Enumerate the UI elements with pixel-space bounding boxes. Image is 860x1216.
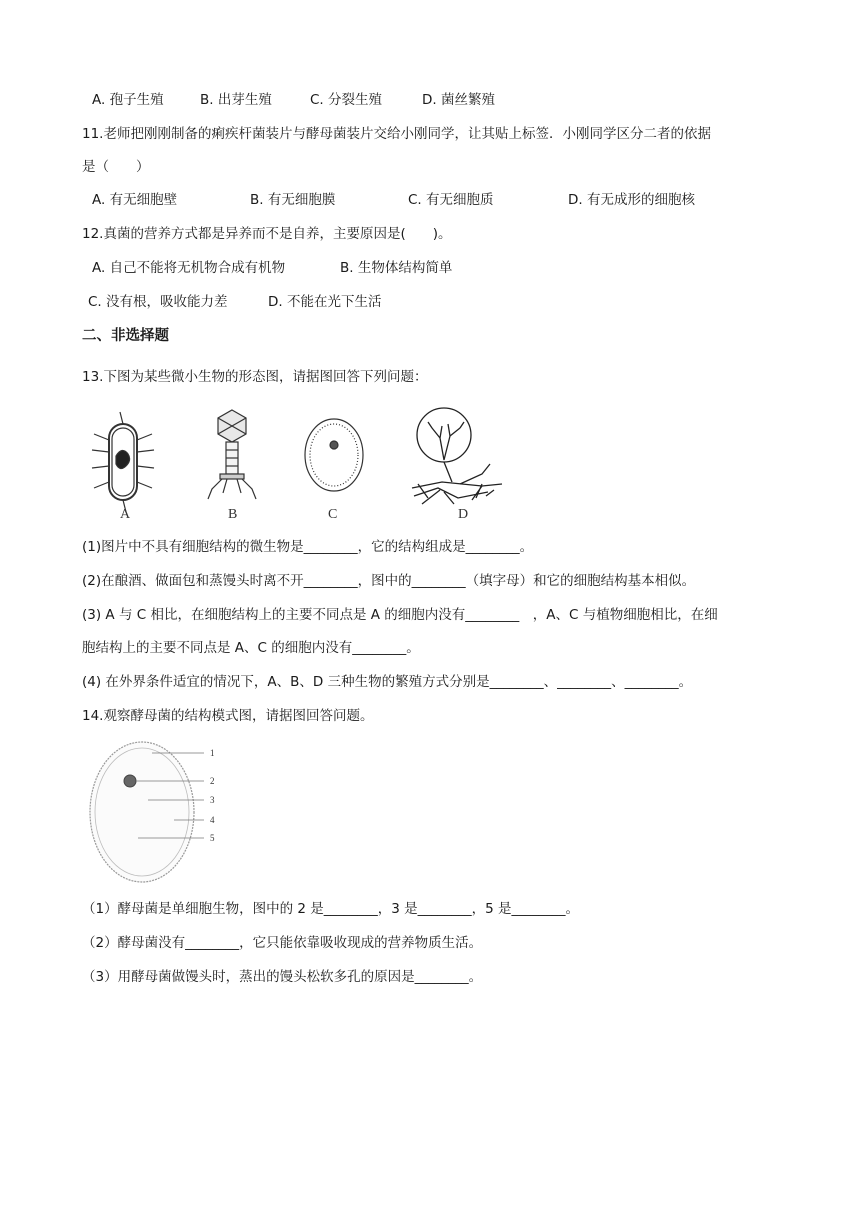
q13-stem: 13.下图为某些微小生物的形态图，请据图回答下列问题： [82, 369, 428, 385]
q11-option-d: D. 有无成形的细胞核 [568, 192, 695, 208]
q13-subquestion-4: (4) 在外界条件适宜的情况下，A、B、D 三种生物的繁殖方式分别是________、________、________。 [82, 674, 693, 690]
virus-drawing [208, 410, 256, 499]
q13-subquestion-3-line1: (3) A 与 C 相比，在细胞结构上的主要不同点是 A 的细胞内没有________ ，A、C 与植物细胞相比，在细 [82, 607, 718, 623]
q10-option-b: B. 出芽生殖 [200, 92, 272, 108]
q12-stem: 12.真菌的营养方式都是异养而不是自养，主要原因是( )。 [82, 226, 452, 242]
q13-subquestion-3-line2: 胞结构上的主要不同点是 A、C 的细胞内没有________。 [82, 640, 420, 656]
yeast-label-4: 4 [210, 815, 215, 825]
yeast-cell-drawing [305, 419, 363, 491]
q12-option-c: C. 没有根，吸收能力差 [88, 294, 228, 310]
yeast-label-1: 1 [210, 748, 215, 758]
q10-option-c: C. 分裂生殖 [310, 92, 383, 108]
yeast-label-2: 2 [210, 776, 215, 786]
q11-stem-line1: 11.老师把刚刚制备的痢疾杆菌装片与酵母菌装片交给小刚同学，让其贴上标签．小刚同学区分二者的依据 [82, 126, 711, 142]
yeast-label-3: 3 [210, 795, 215, 805]
yeast-label-5: 5 [210, 833, 215, 843]
mold-drawing [412, 408, 502, 504]
bacterium-drawing [92, 412, 154, 512]
q11-option-a: A. 有无细胞壁 [92, 192, 178, 208]
yeast-structure-diagram [82, 738, 232, 886]
q11-stem-line2: 是（ ） [82, 159, 150, 175]
section-title: 二、非选择题 [82, 328, 169, 344]
q14-subquestion-2: （2）酵母菌没有________，它只能依靠吸收现成的营养物质生活。 [82, 935, 483, 951]
microorganism-illustrations [82, 400, 522, 522]
q12-option-a: A. 自己不能将无机物合成有机物 [92, 260, 286, 276]
figure-label-a: A [120, 507, 131, 522]
q11-option-c: C. 有无细胞质 [408, 192, 494, 208]
figure-label-b: B [228, 507, 238, 522]
q12-option-b: B. 生物体结构简单 [340, 260, 453, 276]
yeast-structure-figure [82, 738, 232, 886]
q13-subquestion-1: (1)图片中不具有细胞结构的微生物是________，它的结构组成是________。 [82, 539, 534, 555]
figure-label-d: D [458, 507, 469, 522]
q12-option-d: D. 不能在光下生活 [268, 294, 382, 310]
q14-stem: 14.观察酵母菌的结构模式图，请据图回答问题。 [82, 708, 374, 724]
q14-subquestion-1: （1）酵母菌是单细胞生物，图中的 2 是________，3 是________，5 是________。 [82, 901, 580, 917]
q14-subquestion-3: （3）用酵母菌做馒头时，蒸出的馒头松软多孔的原因是________。 [82, 969, 483, 985]
q13-subquestion-2: (2)在酿酒、做面包和蒸馒头时离不开________，图中的________（填字母）和它的细胞结构基本相似。 [82, 573, 696, 589]
microorganism-figure [82, 400, 522, 522]
figure-label-c: C [328, 507, 338, 522]
q11-option-b: B. 有无细胞膜 [250, 192, 336, 208]
q10-option-d: D. 菌丝繁殖 [422, 92, 495, 108]
q10-option-a: A. 孢子生殖 [92, 92, 164, 108]
